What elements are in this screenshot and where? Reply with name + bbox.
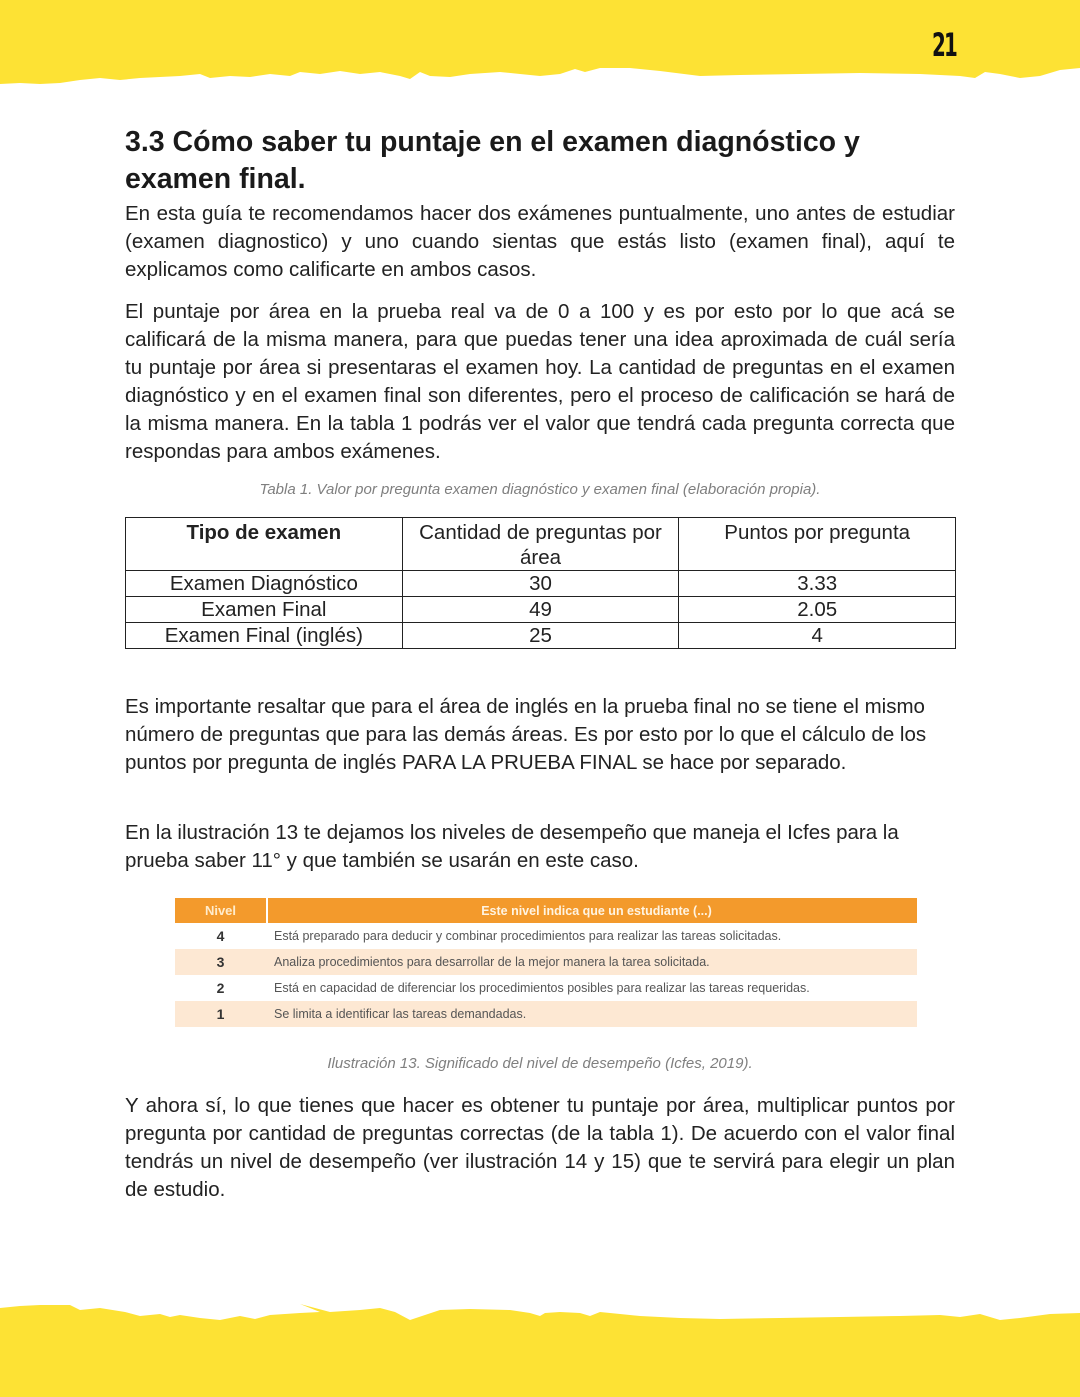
- level-description: Está preparado para deducir y combinar procedimientos para realizar las tareas solicitadas.: [274, 929, 782, 943]
- level-number: 1: [216, 1006, 225, 1022]
- level-number: 2: [216, 980, 225, 996]
- header-exam-type: Tipo de examen: [126, 518, 403, 571]
- level-description: Analiza procedimientos para desarrollar de la mejor manera la tarea solicitada.: [274, 955, 710, 969]
- header-points-per-question: Puntos por pregunta: [679, 518, 956, 571]
- cell-points: 4: [679, 623, 956, 649]
- header-band: [0, 0, 1080, 110]
- header-question-count: Cantidad de preguntas por área: [402, 518, 679, 571]
- levels-header-row: [175, 898, 917, 923]
- conclusion-block: [125, 1092, 955, 1204]
- footer-band: [0, 1280, 1080, 1397]
- cell-points: 3.33: [679, 571, 956, 597]
- table-header-row: [126, 518, 956, 571]
- cell-points: 2.05: [679, 597, 956, 623]
- table1-caption: Tabla 1. Valor por pregunta examen diagnóstico y examen final (elaboración propia).: [259, 481, 821, 498]
- torn-paper-bottom-decoration: [0, 1280, 1080, 1397]
- illustration13-caption: Ilustración 13. Significado del nivel de desempeño (Icfes, 2019).: [327, 1055, 753, 1072]
- page-number: 21: [932, 26, 956, 64]
- intro-paragraph: En esta guía te recomendamos hacer dos exámenes puntualmente, uno antes de estudiar (examen diagnostico) y uno cuando sientas que estás listo (examen final), aquí te explicamos como calificarte en ambos casos.: [125, 202, 955, 281]
- cell-question-count: 30: [402, 571, 679, 597]
- english-note-block: [125, 693, 955, 777]
- table-row: [126, 623, 956, 649]
- level-row: [175, 923, 917, 949]
- table-row: [126, 597, 956, 623]
- levels-header-level: Nivel: [175, 898, 268, 923]
- torn-paper-top-decoration: [0, 0, 1080, 110]
- scoring-paragraph: El puntaje por área en la prueba real va de 0 a 100 y es por esto por lo que acá se calificará de la misma manera, para que puedas tener una idea aproximada de cuál sería tu puntaje por área si presentaras el examen hoy. La cantidad de preguntas en el examen diagnóstico y en el examen final son diferentes, pero el proceso de calificación se hará de la misma manera. En la tabla 1 podrás ver el valor que tendrá cada pregunta correcta que respondas para ambos exámenes.: [125, 300, 955, 463]
- scoring-paragraph-block: [125, 298, 955, 466]
- level-number: 3: [216, 954, 225, 970]
- english-note-paragraph: Es importante resaltar que para el área de inglés en la prueba final no se tiene el mismo número de preguntas que para las demás áreas. Es por esto por lo que el cálculo de los puntos por pregunta de inglés PARA LA PRUEBA FINAL se hace por separado.: [125, 695, 927, 774]
- cell-question-count: 49: [402, 597, 679, 623]
- section-title: 3.3 Cómo saber tu puntaje en el examen diagnóstico y examen final.: [125, 126, 860, 195]
- performance-levels-figure: [175, 898, 917, 1027]
- cell-exam-type: Examen Diagnóstico: [126, 571, 403, 597]
- table-row: [126, 571, 956, 597]
- levels-intro-paragraph: En la ilustración 13 te dejamos los niveles de desempeño que maneja el Icfes para la prueba saber 11° y que también se usarán en este caso.: [125, 821, 899, 872]
- level-number: 4: [216, 928, 225, 944]
- cell-question-count: 25: [402, 623, 679, 649]
- intro-paragraph-block: [125, 200, 955, 284]
- score-table: [125, 517, 956, 649]
- conclusion-paragraph: Y ahora sí, lo que tienes que hacer es obtener tu puntaje por área, multiplicar puntos por pregunta por cantidad de preguntas correctas (de la tabla 1). De acuerdo con el valor final tendrás un nivel de desempeño (ver ilustración 14 y 15) que te servirá para elegir un plan de estudio.: [125, 1094, 955, 1201]
- level-row: [175, 975, 917, 1001]
- levels-intro-block: [125, 819, 955, 875]
- level-description: Se limita a identificar las tareas demandadas.: [274, 1007, 527, 1021]
- cell-exam-type: Examen Final: [126, 597, 403, 623]
- cell-exam-type: Examen Final (inglés): [126, 623, 403, 649]
- level-row: [175, 1001, 917, 1027]
- level-description: Está en capacidad de diferenciar los procedimientos posibles para realizar las tareas requeridas.: [274, 981, 810, 995]
- level-row: [175, 949, 917, 975]
- levels-header-description: Este nivel indica que un estudiante (...): [481, 903, 712, 918]
